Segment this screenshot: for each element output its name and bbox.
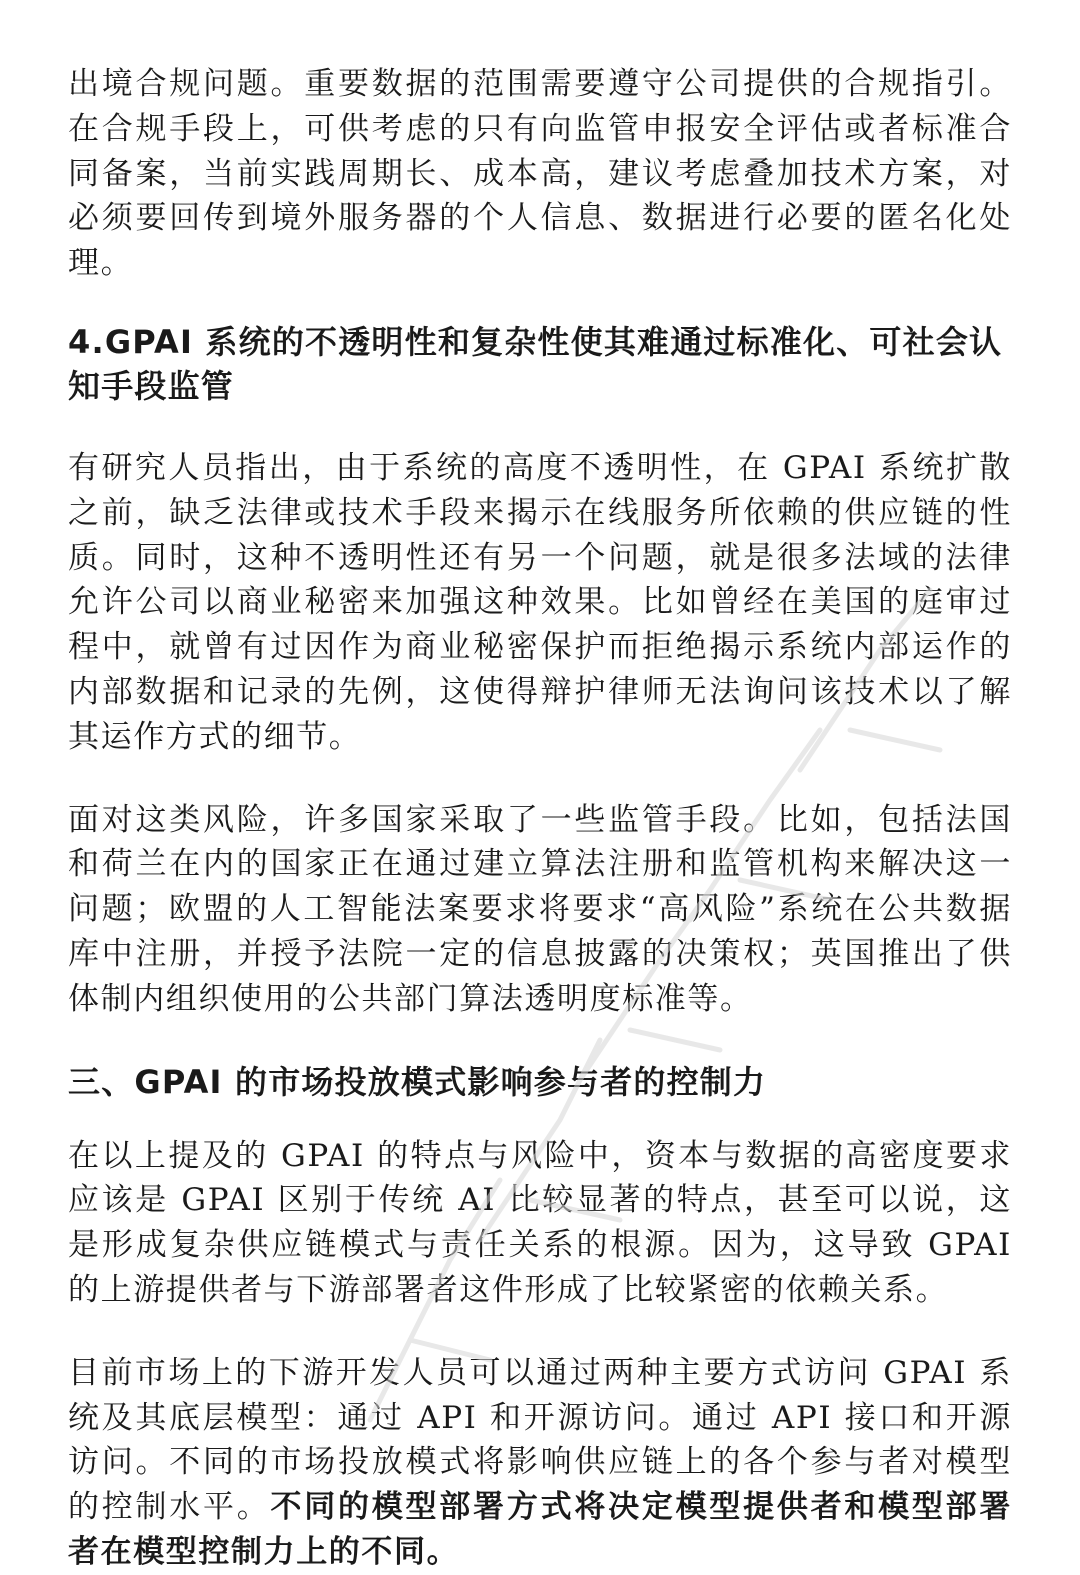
access-modes-emphasis: 不同的模型部署方式将决定模型提供者和模型部署者在模型控制力上的不同。 <box>68 1489 1012 1570</box>
section-heading-market-models: 三、GPAI 的市场投放模式影响参与者的控制力 <box>68 1062 767 1101</box>
access-modes-text: 目前市场上的下游开发人员可以通过两种主要方式访问 GPAI 系统及其底层模型：通过 API 和开源访问。通过 API 接口和开源访问。不同的市场投放模式将影响供应链上的各个参与者对模型的控制水平。 <box>68 1354 1012 1526</box>
paragraph-data-export-compliance: 出境合规问题。重要数据的范围需要遵守公司提供的合规指引。在合规手段上，可供考虑的只有向监管申报安全评估或者标准合同备案，当前实践周期长、成本高，建议考虑叠加技术方案，对必须要回传到境外服务器的个人信息、数据进行必要的匿名化处理。 <box>68 66 1012 282</box>
paragraph-access-modes <box>68 1351 1012 1575</box>
section-heading-opacity: 4.GPAI 系统的不透明性和复杂性使其难通过标准化、可社会认知手段监管 <box>68 322 1003 405</box>
paragraph-opacity-research: 有研究人员指出，由于系统的高度不透明性，在 GPAI 系统扩散之前，缺乏法律或技术手段来揭示在线服务所依赖的供应链的性质。同时，这种不透明性还有另一个问题，就是很多法域的法律允许公司以商业秘密来加强这种效果。比如曾经在美国的庭审过程中，就曾有过因作为商业秘密保护而拒绝揭示系统内部运作的内部数据和记录的先例，这使得辩护律师无法询问该技术以了解其运作方式的细节。 <box>68 449 1012 755</box>
document-page <box>68 62 1012 1575</box>
paragraph-regulatory-measures: 面对这类风险，许多国家采取了一些监管手段。比如，包括法国和荷兰在内的国家正在通过建立算法注册和监管机构来解决这一问题；欧盟的人工智能法案要求将要求“高风险”系统在公共数据库中注册，并授予法院一定的信息披露的决策权；英国推出了供体制内组织使用的公共部门算法透明度标准等。 <box>68 801 1012 1017</box>
paragraph-capital-data-density: 在以上提及的 GPAI 的特点与风险中，资本与数据的高密度要求应该是 GPAI 区别于传统 AI 比较显著的特点，甚至可以说，这是形成复杂供应链模式与责任关系的根源。因为，这导致 GPAI 的上游提供者与下游部署者这件形成了比较紧密的依赖关系。 <box>68 1137 1012 1308</box>
